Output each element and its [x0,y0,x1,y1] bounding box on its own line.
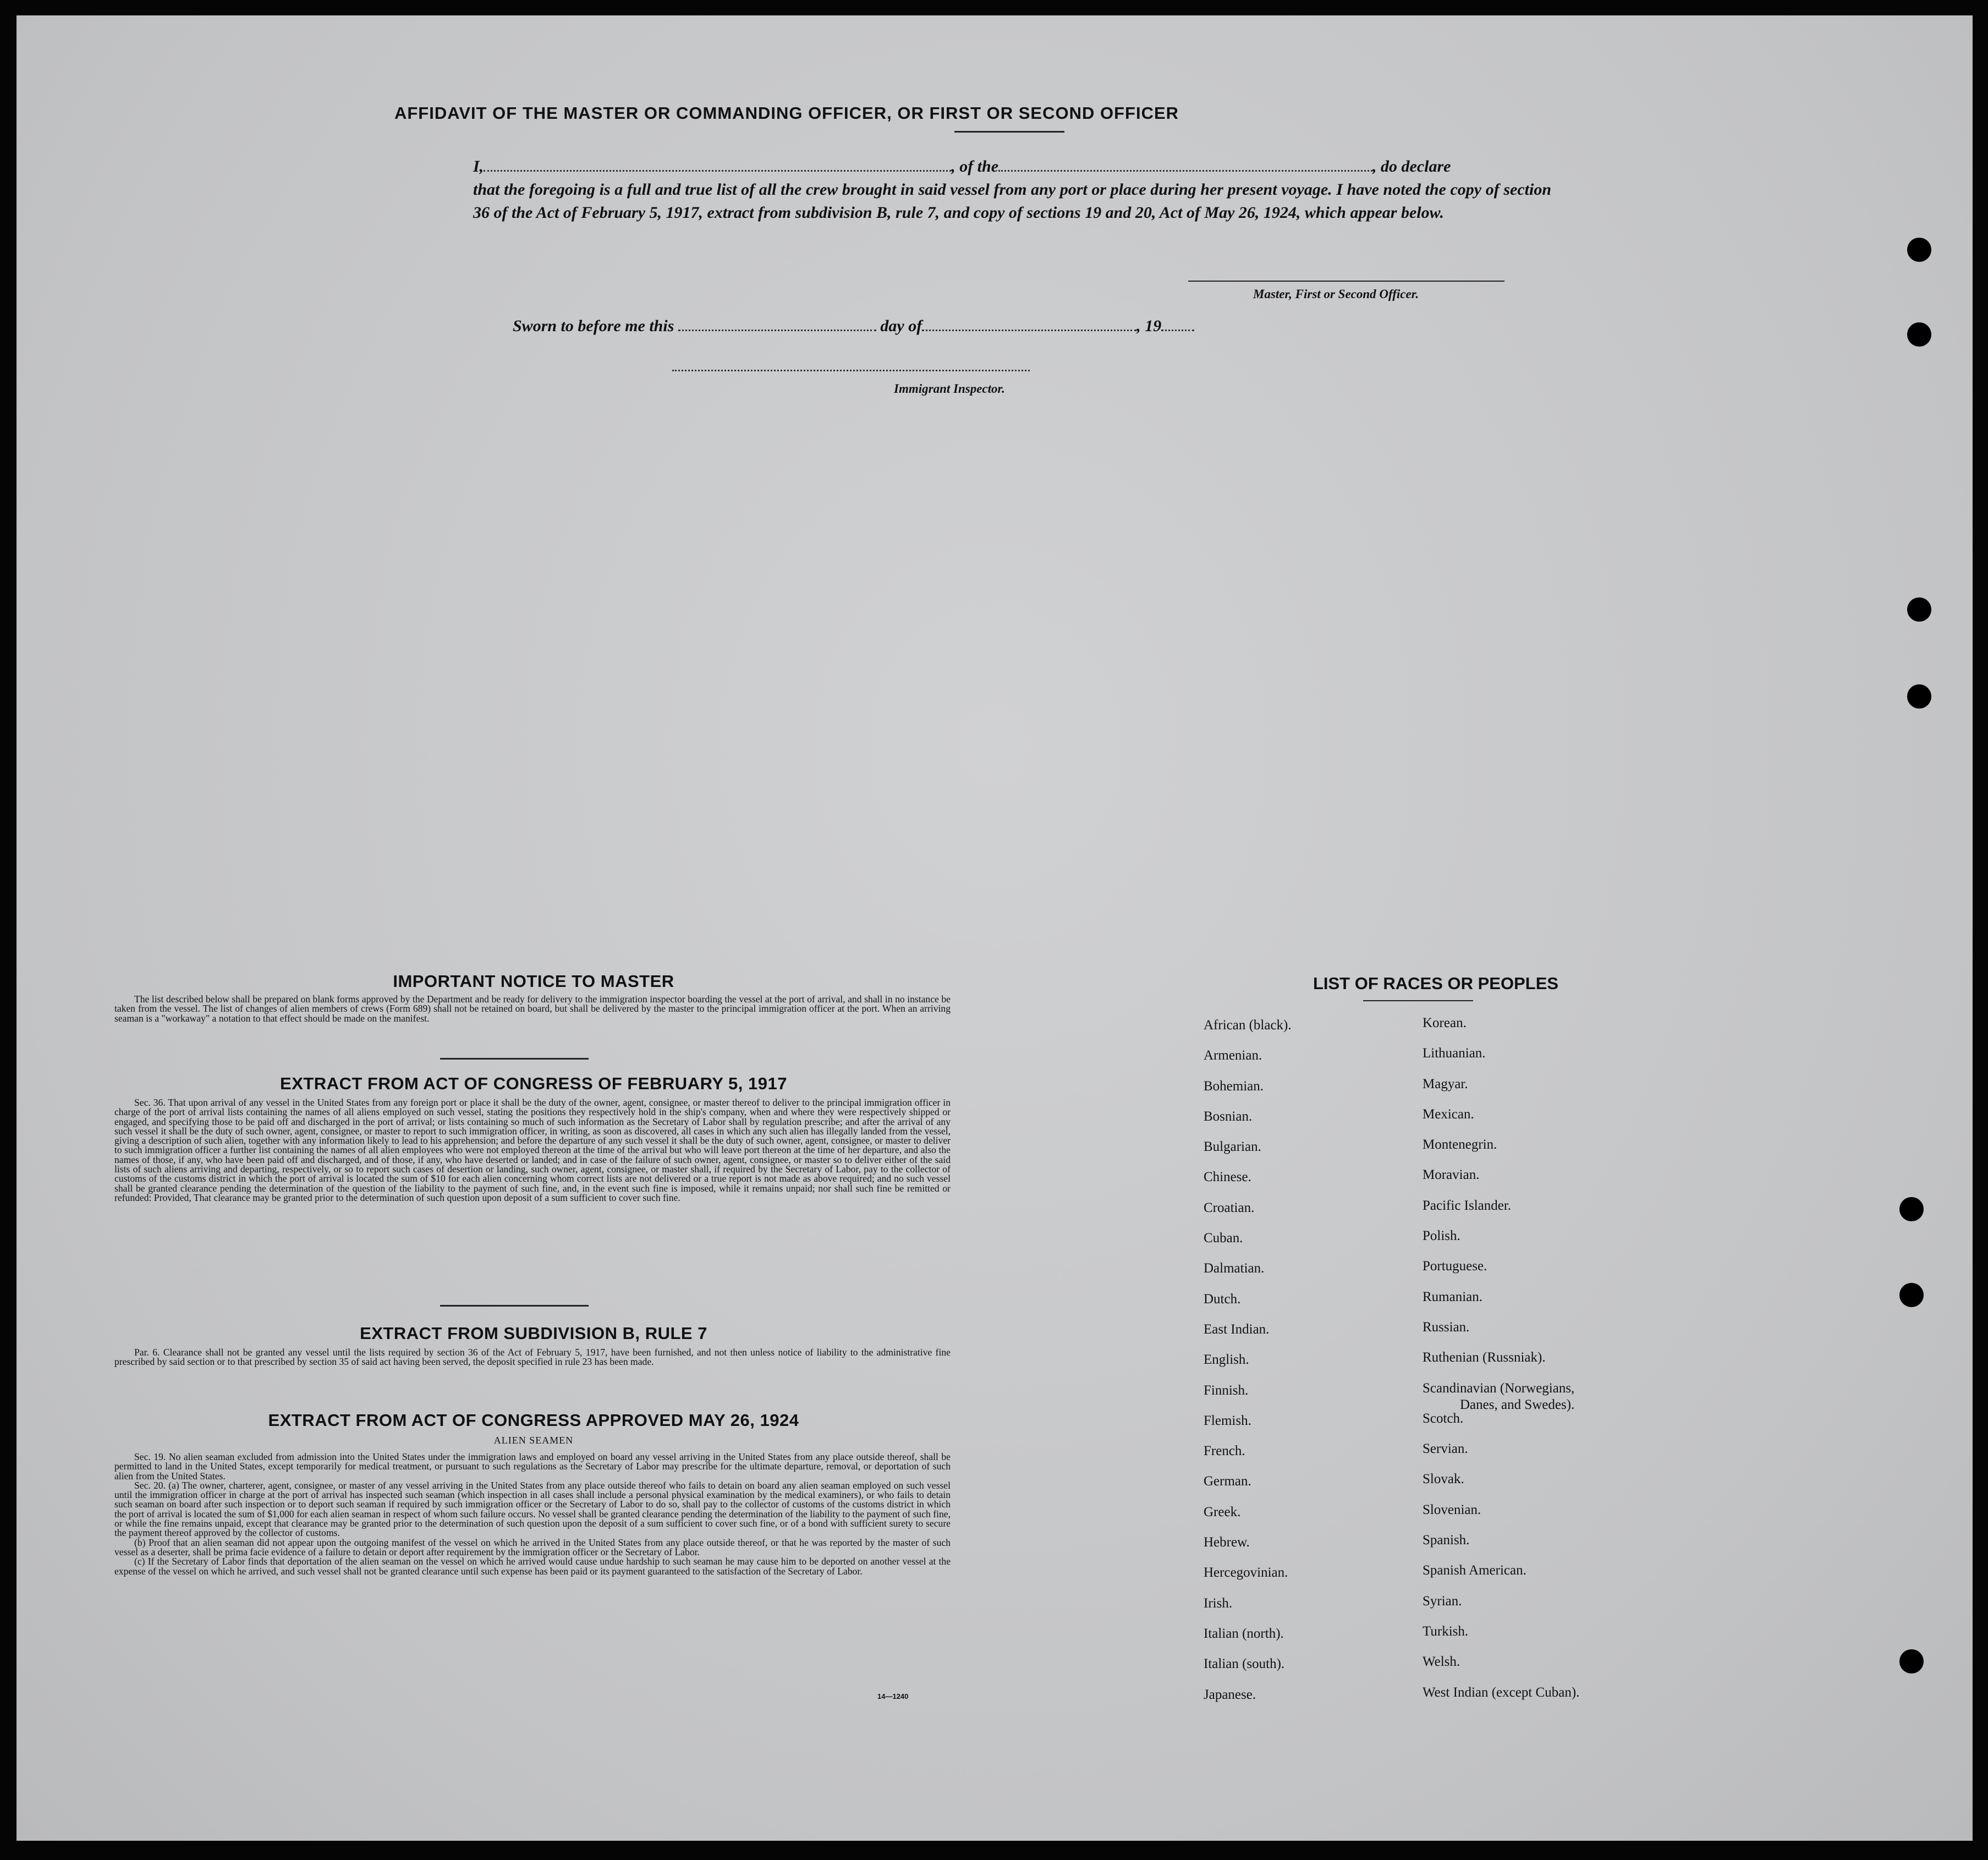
race-item: Hercegovinian. [1204,1565,1288,1581]
race-item: Bosnian. [1204,1109,1253,1124]
inspector-signature-line[interactable] [672,370,1030,371]
races-list-right [1423,1016,1579,1715]
race-item: Pacific Islander. [1423,1198,1512,1213]
binder-hole [1907,684,1931,709]
divider [440,1305,589,1307]
sworn-day-field[interactable] [678,330,876,331]
extract-rule7-title: EXTRACT FROM SUBDIVISION B, RULE 7 [360,1324,707,1343]
vessel-field[interactable] [998,170,1372,172]
race-item: Bulgarian. [1204,1139,1261,1155]
affidavit-title: AFFIDAVIT OF THE MASTER OR COMMANDING OFFICER, OR FIRST OR SECOND OFFICER [394,103,1179,123]
binder-hole [1907,597,1931,622]
race-item: Scandinavian (Norwegians, [1423,1380,1575,1396]
race-item: Polish. [1423,1228,1460,1244]
sworn-month-field[interactable] [922,330,1136,331]
race-item: Slovak. [1423,1472,1464,1487]
race-item: Rumanian. [1423,1289,1483,1304]
races-list-left [1204,1018,1292,1718]
race-item: German. [1204,1474,1251,1489]
race-item: Italian (north). [1204,1626,1284,1641]
race-item: Spanish American. [1423,1563,1526,1578]
race-item: Magyar. [1423,1076,1468,1091]
race-item: Irish. [1204,1595,1233,1611]
race-item: Welsh. [1423,1654,1460,1670]
race-item: West Indian (except Cuban). [1423,1685,1580,1700]
affidavit-of-the: , of the [951,157,999,175]
signature-line[interactable] [1188,281,1504,282]
form-number: 14—1240 [877,1692,909,1700]
affidavit-line1 [473,155,1551,178]
notice-title: IMPORTANT NOTICE TO MASTER [393,972,674,991]
race-item: Syrian. [1423,1593,1462,1609]
race-scandinavian-continuation: Danes, and Swedes). [1460,1397,1575,1412]
race-item: Armenian. [1204,1048,1262,1063]
affidavit-declaration: that the foregoing is a full and true list of all the crew brought in said vessel from any port or place during her present voyage. I have noted the copy of section 36 of the Act of February 5, 1917, extract from subdivision B, rule 7, and copy of sections 19 and 20, Act of May 26, 1924, which appear below. [473,180,1551,222]
race-item: Hebrew. [1204,1535,1250,1550]
race-item: Greek. [1204,1504,1241,1519]
race-item: Spanish. [1423,1533,1470,1548]
binder-hole [1899,1197,1924,1221]
race-item: Russian. [1423,1319,1470,1335]
race-item: French. [1204,1444,1245,1459]
sec20b-paragraph: (b) Proof that an alien seaman did not appear upon the outgoing manifest of the vessel on which he arrived in the United States from any place outside thereof, or that he was reported by the master of such vessel as a deserter, shall be prima facie evidence of a failure to detain or deport after requirement by the immigration officer or the Secretary of Labor. [114,1537,951,1557]
race-item: English. [1204,1352,1249,1368]
race-item: Scotch. [1423,1411,1464,1426]
binder-hole [1899,1283,1924,1307]
race-item: Slovenian. [1423,1502,1481,1517]
race-item: Flemish. [1204,1413,1251,1428]
race-item: Mexican. [1423,1106,1474,1122]
document-page [17,15,1973,1841]
extract-rule7-text [114,1348,951,1367]
binder-hole [1907,322,1931,347]
extract-1917-text [114,1098,951,1203]
sworn-day-of: day of [880,317,922,335]
binder-hole [1907,238,1931,262]
race-item: East Indian. [1204,1321,1270,1337]
extract-1924-title: EXTRACT FROM ACT OF CONGRESS APPROVED MAY 26, 1924 [268,1411,799,1430]
race-item: Italian (south). [1204,1656,1285,1672]
divider [440,1058,589,1060]
alien-seamen-subtitle: ALIEN SEAMEN [493,1435,574,1446]
binder-hole [1899,1649,1924,1674]
sworn-start: Sworn to before me this [513,317,674,335]
race-item: Ruthenian (Russniak). [1423,1350,1546,1365]
extract-1924-text [114,1452,951,1576]
race-item: Moravian. [1423,1167,1480,1183]
divider [1363,1000,1473,1001]
race-item: Servian. [1423,1441,1468,1457]
extract-1917-title: EXTRACT FROM ACT OF CONGRESS OF FEBRUARY 5, 1917 [280,1074,787,1093]
sworn-year-prefix: , 19 [1136,317,1162,335]
name-field[interactable] [484,170,951,172]
race-item: Lithuanian. [1423,1046,1486,1061]
race-item: Montenegrin. [1423,1137,1497,1153]
race-item: Croatian. [1204,1200,1255,1215]
inspector-label: Immigrant Inspector. [894,382,1005,396]
race-item: Chinese. [1204,1170,1251,1185]
race-item: Bohemian. [1204,1078,1264,1094]
race-item: Portuguese. [1423,1259,1487,1274]
affidavit-do-declare: , do declare [1372,157,1451,175]
sworn-year-field[interactable] [1161,330,1194,331]
sec36-paragraph: Sec. 36. That upon arrival of any vessel in the United States from any foreign port or place it shall be the duty of the owner, agent, consignee, or master thereof to deliver to the principal immigration officer in charge of the port of arrival lists containing the names of all aliens employed on such vessel, stating the positions they respectively hold in the ship's company, when and where they were respectively shipped or engaged, and specifying those to be paid off and discharged in the port of arrival; or lists containing so much of such information as the Secretary of Labor shall by regulation prescribe; and after the arrival of any such vessel it shall be the duty of such owner, agent, consignee, or master to report to such immigration officer, in writing, as soon as discovered, all cases in which any such alien has illegally landed from the vessel, giving a description of such alien, together with any information likely to lead to his apprehension; and before the departure of any such vessel it shall be the duty of such owner, agent, consignee, or master to deliver to such immigration officer a further list containing the names of all alien employees who were not employed thereon at the time of the arrival but who will leave port thereon at the time of her departure, and also the names of those, if any, who have been paid off and discharged, and of those, if any, who have deserted or landed; and in case of the failure of such owner, agent, consignee, or master so to deliver either of the said lists of such aliens arriving and departing, respectively, or so to report such cases of desertion or landing, such owner, agent, consignee, or master shall, if required by the Secretary of Labor, pay to the collector of customs of the customs district in which the port of arrival is located the sum of $10 for each alien concerning whom correct lists are not delivered or a true report is not made as above required; and no such vessel shall be granted clearance pending the determination of the question of the liability to the payment of such fine, and, in the event such fine is imposed, while it remains unpaid; nor shall such fine be remitted or refunded: Provided, That clearance may be granted prior to the determination of such question upon deposit of a sum sufficient to cover such fine. [114,1097,951,1203]
divider [954,131,1064,133]
races-title: LIST OF RACES OR PEOPLES [1312,974,1559,993]
race-item: Turkish. [1423,1623,1469,1639]
affidavit-i: I, [473,157,484,175]
race-item: Cuban. [1204,1231,1243,1246]
race-item: Japanese. [1204,1687,1256,1702]
signature-label: Master, First or Second Officer. [1253,287,1419,301]
notice-paragraph: The list described below shall be prepared on blank forms approved by the Department and be ready for delivery to the immigration inspector boarding the vessel at the port of arrival, and shall in no instance be taken from the vessel. The list of changes of alien members of crews (Form 689) shall not be retained on board, but shall be delivered by the master to the principal immigration officer at the port. When an arriving seaman is a "workaway" a notation to that effect should be made on the manifest. [114,994,951,1024]
sec20c-paragraph: (c) If the Secretary of Labor finds that deportation of the alien seaman on the vessel on which he arrived would cause undue hardship to such seaman he may cause him to be deported on another vessel at the expense of the vessel on which he arrived, and such vessel shall not be granted clearance until such expense has been paid or its payment guaranteed to the satisfaction of the Secretary of Labor. [114,1556,951,1577]
sworn-line [513,315,1591,338]
race-item: Dalmatian. [1204,1261,1265,1276]
sec20a-paragraph: Sec. 20. (a) The owner, charterer, agent, consignee, or master of any vessel arriving in the United States from any place outside thereof who fails to detain on board any alien seaman employed on such vessel until the immigration officer in charge at the port of arrival has inspected such seaman (which inspection in all cases shall include a personal physical examination by the medical examiners), or who fails to detain such seaman on board after such inspection or to deport such seaman if required by such immigration officer or the Secretary of Labor to do so, shall pay to the collector of customs of the customs district in which the port of arrival is located the sum of $1,000 for each alien seaman in respect of whom such failure occurs. No vessel shall be granted clearance pending the determination of the liability to the payment of such fine, or while the fine remains unpaid, except that clearance may be granted prior to the determination of such question upon the deposit of a sum sufficient to cover such fine, or of a bond with sufficient surety to secure the payment thereof approved by the collector of customs. [114,1479,951,1539]
race-item: Dutch. [1204,1291,1241,1307]
notice-text [114,995,951,1023]
race-item: African (black). [1204,1018,1292,1033]
race-item: Korean. [1423,1016,1467,1030]
par6-paragraph: Par. 6. Clearance shall not be granted any vessel until the lists required by section 36 of the Act of February 5, 1917, have been furnished, and not then unless notice of liability to the administrative fine prescribed by said section or to that prescribed by section 35 of said act having been served, the deposit specified in rule 23 has been made. [114,1347,951,1368]
race-item: Finnish. [1204,1382,1249,1398]
sec19-paragraph: Sec. 19. No alien seaman excluded from admission into the United States under the immigration laws and employed on board any vessel arriving in the United States from any place outside thereof, shall be permitted to land in the United States, except temporarily for medical treatment, or pursuant to such regulations as the Secretary of Labor may prescribe for the ultimate departure, removal, or deportation of such alien from the United States. [114,1451,951,1482]
